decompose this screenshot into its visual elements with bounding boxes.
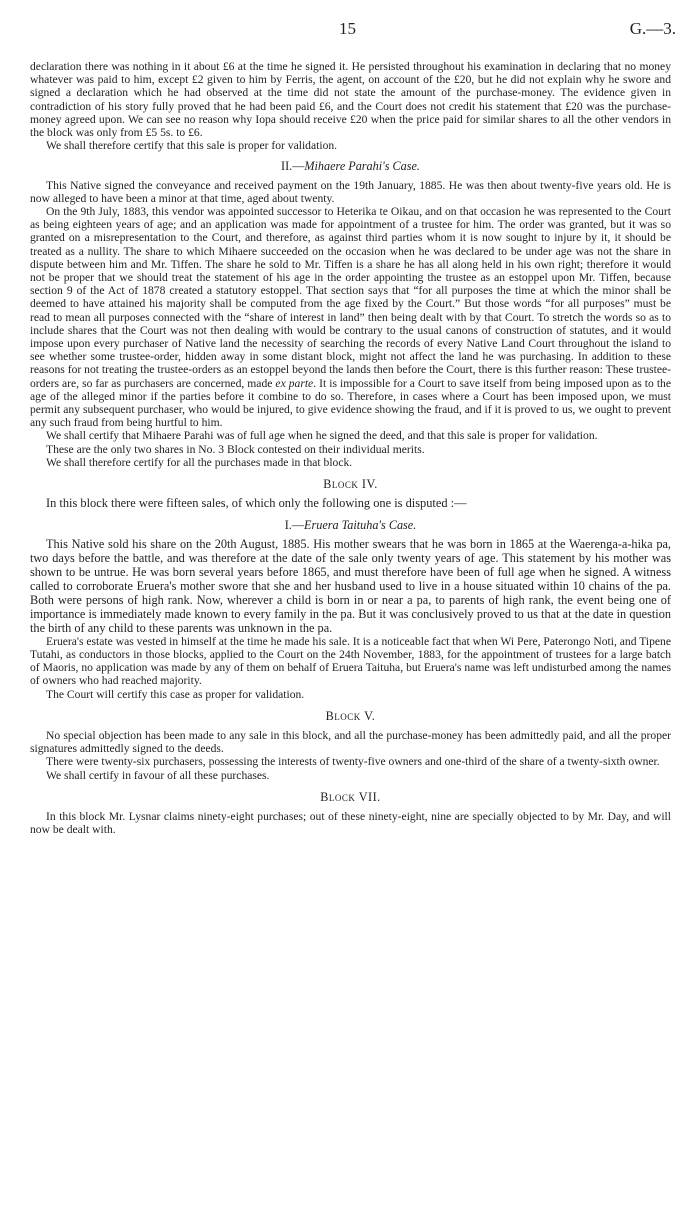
paragraph-text: . It is impossible for a Court to save itself from being imposed upon as to the age of the alleged minor if the parties before it combine to do so. Therefore, in cases where a Court has been imposed upon, we must permit any subsequent purchaser, who would be injured, to give evidence showing the fraud, and if it is proved to us, we ought to prevent any such fraud from being hurtful to him. bbox=[30, 376, 671, 430]
block-heading-v: Block V. bbox=[325, 708, 376, 723]
section-title: Eruera Taituha's Case. bbox=[304, 517, 417, 532]
paragraph: We shall certify that Mihaere Parahi was of full age when he signed the deed, and that this sale is proper for validation. bbox=[46, 429, 598, 443]
block-heading-iv: Block IV. bbox=[323, 477, 378, 492]
paragraph-text: On the 9th July, 1883, this vendor was appointed successor to Heterika te Oikau, and on that occasion he was represented to the Court as being eighteen years of age; and an application was made for appointment of a trustee for him. The order was granted, but it was so granted on a misrepresentation to the Court, and therefore, as against third parties whom it is now sought to injure by it, it should be treated as a nullity. The share to which Mihaere succeeded on the occasion when he was declared to be under age was not the share in dispute between him and Mr. Tiffen. The share he sold to Mr. Tiffen is a share he has all along held in his own right; therefore it would not be proper that we should treat the statement of his age in the order appointing the trustee as an estoppel upon Mr. Tiffen, because section 9 of the Act of 1878 created a statutory estoppel. That section says that “for all purposes the time at which the minor shall be deemed to have attained his majority shall be computed from the age fixed by the Court.” But those words “for all purposes” must be read to mean all purposes connected with the “share of interest in land” then being dealt with by that Court. To stretch the words so as to include shares that the Court was not then dealing with would be contrary to the usual canons of construction of statutes, and it would impose upon every purchaser of Native land the necessity of searching the records of every Native Land Court throughout the island to see whether some trustee-order, hidden away in some distant block, might not affect the land he was purchasing. In addition to these reasons for not treating the trustee-orders as an estoppel beyond the lands then before the Court, there is this further reason: These trustee-orders are, so far as purchasers are concerned, made bbox=[30, 205, 671, 390]
paragraph: We shall therefore certify for all the purchases made in that block. bbox=[46, 455, 353, 469]
paragraph-certify-iopa: We shall therefore certify that this sale is proper for validation. bbox=[46, 139, 338, 153]
page-header bbox=[0, 19, 700, 42]
paragraph-block-iv-intro: In this block there were fifteen sales, of which only the following one is disputed :— bbox=[46, 496, 467, 511]
document-body bbox=[30, 60, 671, 836]
block-heading-vii: Block VII. bbox=[320, 789, 381, 804]
paragraph: There were twenty-six purchasers, possessing the interests of twenty-five owners and one-third of the share of a twenty-sixth owner. bbox=[46, 755, 660, 769]
paragraph: Eruera's estate was vested in himself at the time he made his sale. It is a noticeable fact that when Wi Pere, Paterongo Noti, and Tipene Tutahi, as conductors in those blocks, applied to the Court on the 24th November, 1883, for the appointment of trustees for a large batch of Maoris, no application was made by any of them on behalf of Eruera Taituha, but Eruera's name was left undisturbed among the names of owners who had reached majority. bbox=[30, 634, 671, 688]
document-reference: G.—3. bbox=[629, 19, 676, 38]
paragraph: This Native signed the conveyance and received payment on the 19th January, 1885. He was then about twenty-five years old. He is now alleged to have been a minor at that time, aged about twenty. bbox=[30, 178, 671, 205]
paragraph: The Court will certify this case as proper for validation. bbox=[46, 687, 305, 701]
paragraph: This Native sold his share on the 20th August, 1885. His mother swears that he was born in 1865 at the Waerenga-a-hika pa, two days before the battle, and was therefore at the date of the sale only twenty years of age. This statement by his mother was shown to be untrue. He was born several years before 1865, and must therefore have been of full age when he signed. A witness called to corroborate Eruera's mother swore that she and her husband used to live in a house situated within 10 chains of the pa. Both were persons of high rank. Now, wherever a child is born in or near a pa, to parents of high rank, the event being one of importance is immediately made known to every family in the pa. But it was conclusively proved to us that at the date in question the birth of any child to these parents was unknown in the pa. bbox=[30, 536, 671, 635]
section-number: I.— bbox=[284, 517, 305, 532]
section-title: Mihaere Parahi's Case. bbox=[304, 159, 420, 174]
paragraph bbox=[30, 205, 671, 429]
section-heading-eruera bbox=[30, 519, 671, 532]
paragraph-continued: declaration there was nothing in it about £6 at the time he signed it. He persisted throughout his examination in declaring that no money whatever was paid to him, except £2 given to him by Ferris, the agent, on account of the £20, but he did not explain why he swore and signed a declaration which he had observed at the time did not state the amount of the purchase-money. The evidence given in contradiction of his story fully proved that he had been paid £6, and the Court does not credit his statement that £20 was the purchase-money agreed upon. We can see no reason why Iopa should receive £20 when the price paid for similar shares to all the other vendors in the block was only from £5 5s. to £6. bbox=[30, 60, 671, 140]
page-number: 15 bbox=[339, 19, 356, 38]
paragraph: In this block Mr. Lysnar claims ninety-eight purchases; out of these ninety-eight, nine are specially objected to by Mr. Day, and will now be dealt with. bbox=[30, 809, 671, 837]
section-number: II.— bbox=[281, 159, 305, 174]
section-heading-mihaere bbox=[30, 160, 671, 173]
paragraph: These are the only two shares in No. 3 Block contested on their individual merits. bbox=[46, 442, 425, 456]
paragraph: We shall certify in favour of all these purchases. bbox=[46, 768, 270, 782]
paragraph: No special objection has been made to any sale in this block, and all the purchase-money has been admittedly paid, and all the proper signatures admittedly signed to the deeds. bbox=[30, 728, 671, 756]
italic-term: ex parte bbox=[275, 376, 314, 390]
